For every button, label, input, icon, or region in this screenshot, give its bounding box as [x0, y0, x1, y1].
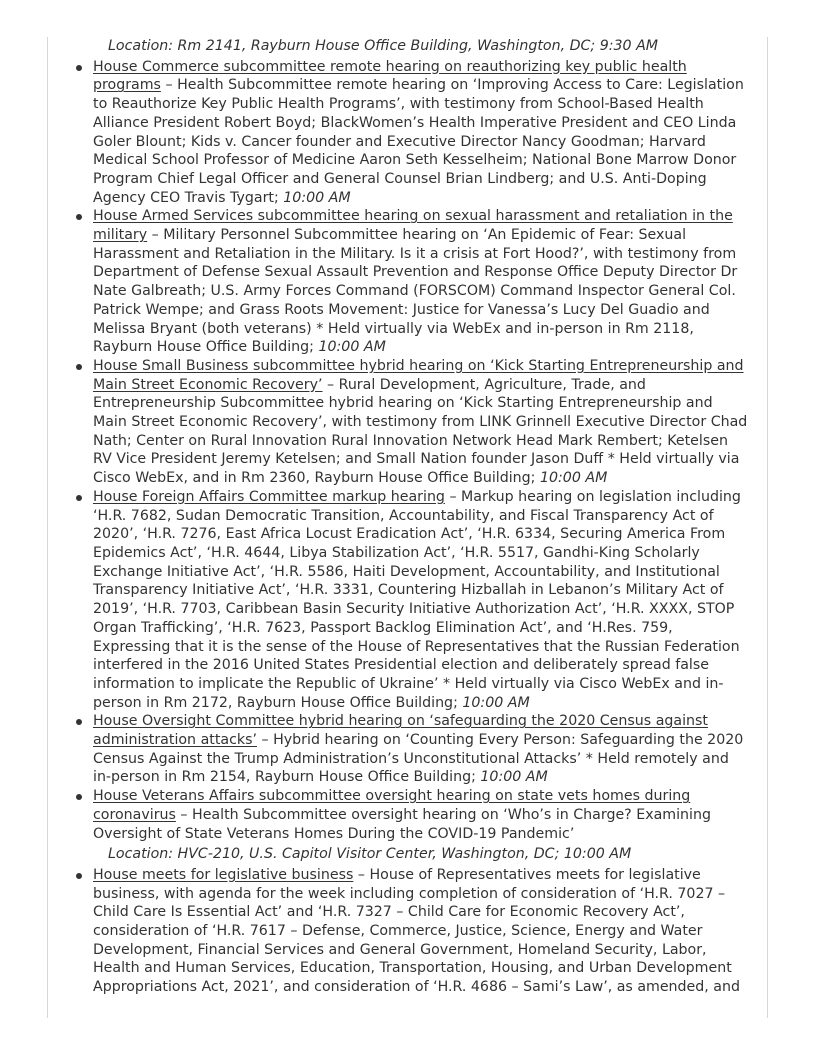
events-list [75, 58, 750, 844]
event-description: – Rural Development, Agriculture, Trade, and Entrepreneurship Subcommittee hybrid hearing on ‘Kick Starting Entrepreneurship and Main Street Economic Recovery’, with testimony from LINK Grinnell Executive Director Chad Nath; Center on Rural Innovation Rural Innovation Network Head Mark Rembert; Ketelsen RV Vice President Jeremy Ketelsen; and Small Nation founder Jason Duff * Held virtually via Cisco WebEx, and in Rm 2360, Rayburn House Office Building; [93, 376, 748, 487]
list-item [75, 712, 750, 787]
event-location: Location: Rm 2141, Rayburn House Office Building, Washington, DC; 9:30 AM [108, 38, 659, 54]
event-time: 10:00 AM [462, 694, 530, 711]
event-link[interactable]: House Oversight Committee hybrid hearing on ‘safeguarding the 2020 Census against administration attacks’ [93, 713, 708, 749]
event-link[interactable]: House meets for legislative business [93, 866, 354, 883]
event-link[interactable]: House Commerce subcommittee remote hearing on reauthorizing key public health programs [93, 58, 687, 94]
event-location: Location: HVC-210, U.S. Capitol Visitor Center, Washington, DC; 10:00 AM [108, 846, 632, 863]
list-item [75, 207, 750, 357]
events-content [75, 37, 750, 997]
event-description: – Health Subcommittee remote hearing on ‘Improving Access to Care: Legislation to Reauthorize Key Public Health Programs’, with testimony from School-Based Health Alliance President Robert Boyd; BlackWomen’s Health Imperative President and CEO Linda Goler Blount; Kids v. Cancer founder and Executive Director Nancy Goodman; Harvard Medical School Professor of Medicine Aaron Seth Kesselheim; National Bone Marrow Donor Program Chief Legal Officer and General Counsel Brian Lindberg; and U.S. Anti-Doping Agency CEO Travis Tygart; [93, 77, 744, 206]
event-time: 10:00 AM [539, 470, 608, 487]
event-description: – Health Subcommittee oversight hearing on ‘Who’s in Charge? Examining Oversight of State Veterans Homes During the COVID-19 Pandemic’ [93, 806, 711, 842]
event-link[interactable]: House Veterans Affairs subcommittee oversight hearing on state vets homes during coronavirus [93, 788, 691, 823]
event-link[interactable]: House Small Business subcommittee hybrid hearing on ‘Kick Starting Entrepreneurship and Main Street Economic Recovery’ [93, 357, 744, 393]
list-item [75, 357, 750, 488]
list-item [75, 866, 750, 997]
list-item [75, 488, 750, 712]
list-item [75, 787, 750, 843]
event-link[interactable]: House Foreign Affairs Committee markup hearing [93, 488, 445, 505]
list-item [75, 58, 750, 208]
event-description: – Markup hearing on legislation including ‘H.R. 7682, Sudan Democratic Transition, Accountability, and Fiscal Transparency Act of 2020’, ‘H.R. 7276, East Africa Locust Eradication Act’, ‘H.R. 6334, Securing America From Epidemics Act’, ‘H.R. 4644, Libya Stabilization Act’, ‘H.R. 5517, Gandhi-King Scholarly Exchange Initiative Act’, ‘H.R. 5586, Haiti Development, Accountability, and Institutional Transparency Initiative Act’, ‘H.R. 3331, Countering Hizballah in Lebanon’s Military Act of 2019’, ‘H.R. 7703, Caribbean Basin Security Initiative Authorization Act’, ‘H.R. XXXX, STOP Organ Trafficking’, ‘H.R. 7623, Passport Backlog Elimination Act’, and ‘H.Res. 759, Expressing that it is the sense of the House of Representatives that the Russian Federation interfered in the 2016 United States Presidential election and deliberately spread false information to implicate the Republic of Ukraine’ * Held virtually via Cisco WebEx and in-person in Rm 2172, Rayburn House Office Building; [93, 488, 741, 711]
event-description: – Military Personnel Subcommittee hearing on ‘An Epidemic of Fear: Sexual Harassment and Retaliation in the Military. Is it a crisis at Fort Hood?’, with testimony from Department of Defense Sexual Assault Prevention and Response Office Deputy Director Dr Nate Galbreath; U.S. Army Forces Command (FORSCOM) Command Inspector General Col. Patrick Wempe; and Grass Roots Movement: Justice for Vanessa’s Lucy Del Guadio and Melissa Bryant (both veterans) * Held virtually via WebEx and in-person in Rm 2118, Rayburn House Office Building; [93, 227, 738, 356]
event-time: 10:00 AM [480, 769, 548, 786]
events-list [75, 866, 750, 997]
event-time: 10:00 AM [283, 189, 351, 206]
event-description: – Hybrid hearing on ‘Counting Every Person: Safeguarding the 2020 Census Against the Trump Administration’s Unconstitutional Attacks’ * Held remotely and in-person in Rm 2154, Rayburn House Office Building; [93, 732, 744, 786]
event-time: 10:00 AM [318, 339, 386, 356]
event-link[interactable]: House Armed Services subcommittee hearing on sexual harassment and retaliation in the military [93, 208, 733, 244]
event-description: – House of Representatives meets for legislative business, with agenda for the week including completion of consideration of ‘H.R. 7027 – Child Care Is Essential Act’ and ‘H.R. 7327 – Child Care for Economic Recovery Act’, consideration of ‘H.R. 7617 – Defense, Commerce, Justice, Science, Energy and Water Development, Financial Services and General Government, Homeland Security, Labor, Health and Human Services, Education, Transportation, Housing, and Urban Development Appropriations Act, 2021’, and consideration of ‘H.R. 4686 – Sami’s Law’, as amended, and [93, 866, 740, 996]
